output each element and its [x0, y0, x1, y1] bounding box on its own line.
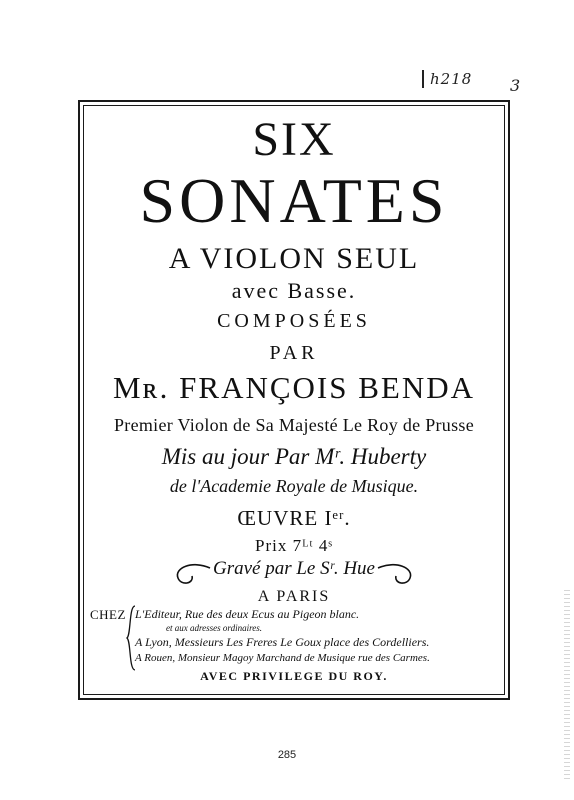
opus-number: ŒUVRE Iᵉʳ. — [237, 506, 351, 530]
title-sonates: SONATES — [139, 165, 449, 236]
page-number: 285 — [277, 749, 297, 761]
page-edge-shadow — [564, 590, 570, 780]
address-lyon: A Lyon, Messieurs Les Freres Le Goux place des Cordelliers. — [135, 635, 430, 649]
editor-line: Mis au jour Par Mʳ. Huberty — [161, 444, 427, 469]
title-page-frame — [78, 100, 510, 700]
composer-name: Mʀ. FRANÇOIS BENDA — [112, 370, 476, 405]
address-rouen: A Rouen, Monsieur Magoy Marchand de Musique rue des Carmes. — [135, 652, 430, 664]
price: Prix 7ᴸᵗ 4ˢ — [254, 536, 333, 555]
right-flourish-icon — [376, 562, 416, 588]
title-instrument: A VIOLON SEUL — [168, 242, 420, 275]
academy-line: de l'Academie Royale de Musique. — [169, 476, 419, 496]
left-flourish-icon — [172, 562, 212, 588]
title-accompaniment: avec Basse. — [231, 278, 357, 303]
title-composees: COMPOSÉES — [217, 310, 371, 332]
engraver-text: Gravé par Le Sʳ. Hue — [212, 558, 375, 579]
shelfmark: h218 — [422, 70, 472, 88]
royal-privilege: AVEC PRIVILEGE DU ROY. — [200, 669, 388, 683]
shelfmark-number: 3 — [510, 76, 521, 95]
title-six: SIX — [252, 113, 336, 166]
engraver-line — [80, 558, 508, 580]
chez-label: CHEZ — [90, 607, 126, 622]
address-note: et aux adresses ordinaires. — [166, 623, 262, 633]
address-editor: L'Editeur, Rue des deux Ecus au Pigeon blanc. — [135, 607, 360, 621]
publisher-city: A PARIS — [257, 588, 331, 605]
title-par: PAR — [269, 342, 319, 364]
composer-position: Premier Violon de Sa Majesté Le Roy de Prusse — [113, 415, 475, 435]
